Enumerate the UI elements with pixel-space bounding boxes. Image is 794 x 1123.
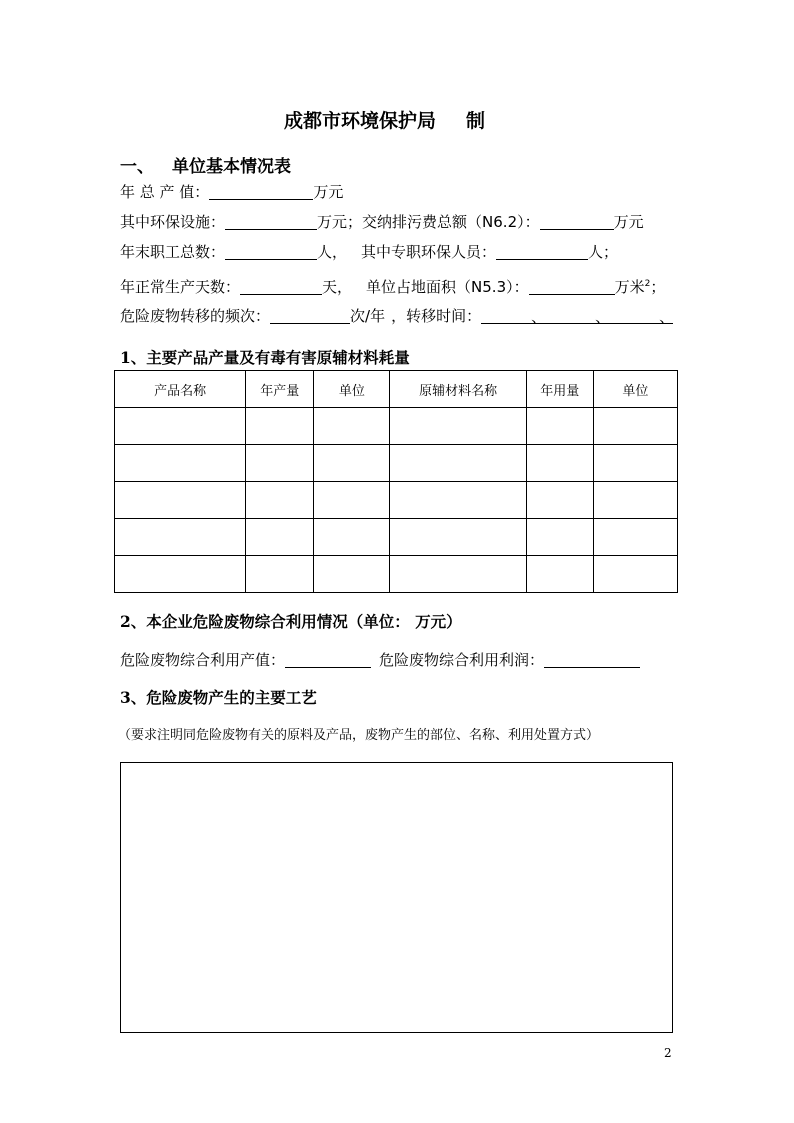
table-cell[interactable] [526,482,593,519]
table-cell[interactable] [390,519,526,556]
table-cell[interactable] [526,408,593,445]
pollution-fee-label: 交纳排污费总额（N6.2）： [362,213,540,231]
production-days-field[interactable] [240,278,322,295]
env-staff-unit: 人； [588,243,619,261]
site-area-superscript: 2 [644,279,651,289]
table-cell[interactable] [526,556,593,593]
pollution-fee-field[interactable] [540,213,614,230]
staff-total-label: 年末职工总数： [120,243,226,261]
table-cell[interactable] [115,445,246,482]
table-row [115,445,678,482]
annual-output-row [120,182,343,202]
table-cell[interactable] [246,519,314,556]
table-cell[interactable] [593,519,677,556]
env-staff-field[interactable] [496,243,588,260]
env-facility-field[interactable] [225,213,317,230]
col-annual-output: 年产量 [246,371,314,408]
reuse-row [120,650,640,670]
table-cell[interactable] [115,482,246,519]
products-table [114,370,678,593]
table-row [115,408,678,445]
table-header-row [115,371,678,408]
table-cell[interactable] [115,519,246,556]
table-cell[interactable] [314,482,390,519]
table-cell[interactable] [246,482,314,519]
site-area-label: 单位占地面积（N5.3）： [366,278,529,296]
title-suffix: 制 [466,110,486,132]
annual-output-unit: 万元 [313,183,344,201]
transfer-time-field-2[interactable] [545,307,595,324]
table-cell[interactable] [526,519,593,556]
production-days-label: 年正常生产天数： [120,278,241,296]
table-cell[interactable] [390,408,526,445]
process-note: （要求注明同危险废物有关的原料及产品，废物产生的部位、名称、利用处置方式） [118,728,600,743]
transfer-row [120,306,673,326]
table-cell[interactable] [593,445,677,482]
products-heading: 1、主要产品产量及有毒有害原辅材料耗量 [120,348,410,367]
section-1-title: 单位基本情况表 [172,157,291,177]
table-cell[interactable] [390,445,526,482]
transfer-time-sep-3: 、 [659,308,675,326]
table-cell[interactable] [115,556,246,593]
table-cell[interactable] [314,556,390,593]
reuse-output-field[interactable] [285,651,371,668]
transfer-time-sep-2: 、 [595,308,611,326]
table-cell[interactable] [390,482,526,519]
table-cell[interactable] [314,408,390,445]
process-description-box[interactable] [120,762,673,1033]
process-heading: 3、危险废物产生的主要工艺 [120,688,317,707]
table-cell[interactable] [246,445,314,482]
table-cell[interactable] [593,408,677,445]
production-days-row [120,274,665,297]
table-cell[interactable] [526,445,593,482]
col-material-unit: 单位 [593,371,677,408]
table-cell[interactable] [314,519,390,556]
table-row [115,556,678,593]
table-cell[interactable] [390,556,526,593]
table-row [115,482,678,519]
section-1-heading [120,152,291,177]
table-cell[interactable] [314,445,390,482]
production-days-unit: 天， [322,278,353,296]
table-row [115,519,678,556]
staff-total-unit: 人， [317,243,348,261]
table-cell[interactable] [115,408,246,445]
reuse-profit-field[interactable] [544,651,640,668]
reuse-profit-label: 危险废物综合利用利润： [379,651,545,669]
table-cell[interactable] [593,556,677,593]
transfer-frequency-label: 危险废物转移的频次： [120,307,271,325]
transfer-time-sep-1: 、 [531,308,547,326]
site-area-unit: 万米 [614,278,645,296]
reuse-output-label: 危险废物综合利用产值： [120,651,286,669]
table-cell[interactable] [246,556,314,593]
table-cell[interactable] [593,482,677,519]
annual-output-field[interactable] [209,183,313,200]
page-number: 2 [664,1046,672,1060]
col-unit: 单位 [314,371,390,408]
transfer-frequency-field[interactable] [270,307,350,324]
title-org: 成都市环境保护局 [284,110,437,132]
table-cell[interactable] [246,408,314,445]
site-area-tail: ； [650,278,666,296]
staff-total-field[interactable] [225,243,317,260]
transfer-frequency-unit: 次/年 [350,307,386,325]
site-area-field[interactable] [529,278,615,295]
transfer-time-field-3[interactable] [609,307,659,324]
staff-row [120,242,618,262]
env-staff-label: 其中专职环保人员： [361,243,497,261]
document-title [284,106,485,133]
pollution-fee-unit: 万元 [613,213,644,231]
col-annual-usage: 年用量 [526,371,593,408]
section-1-number: 一、 [120,157,154,177]
env-facility-row [120,212,644,232]
col-product-name: 产品名称 [115,371,246,408]
transfer-time-field-1[interactable] [481,307,531,324]
transfer-time-label: ，转移时间： [391,307,482,325]
env-facility-unit: 万元； [317,213,363,231]
reuse-heading: 2、本企业危险废物综合利用情况（单位： 万元） [120,612,462,631]
annual-output-label: 年 总 产 值： [120,183,210,201]
col-material-name: 原辅材料名称 [390,371,526,408]
env-facility-label: 其中环保设施： [120,213,226,231]
